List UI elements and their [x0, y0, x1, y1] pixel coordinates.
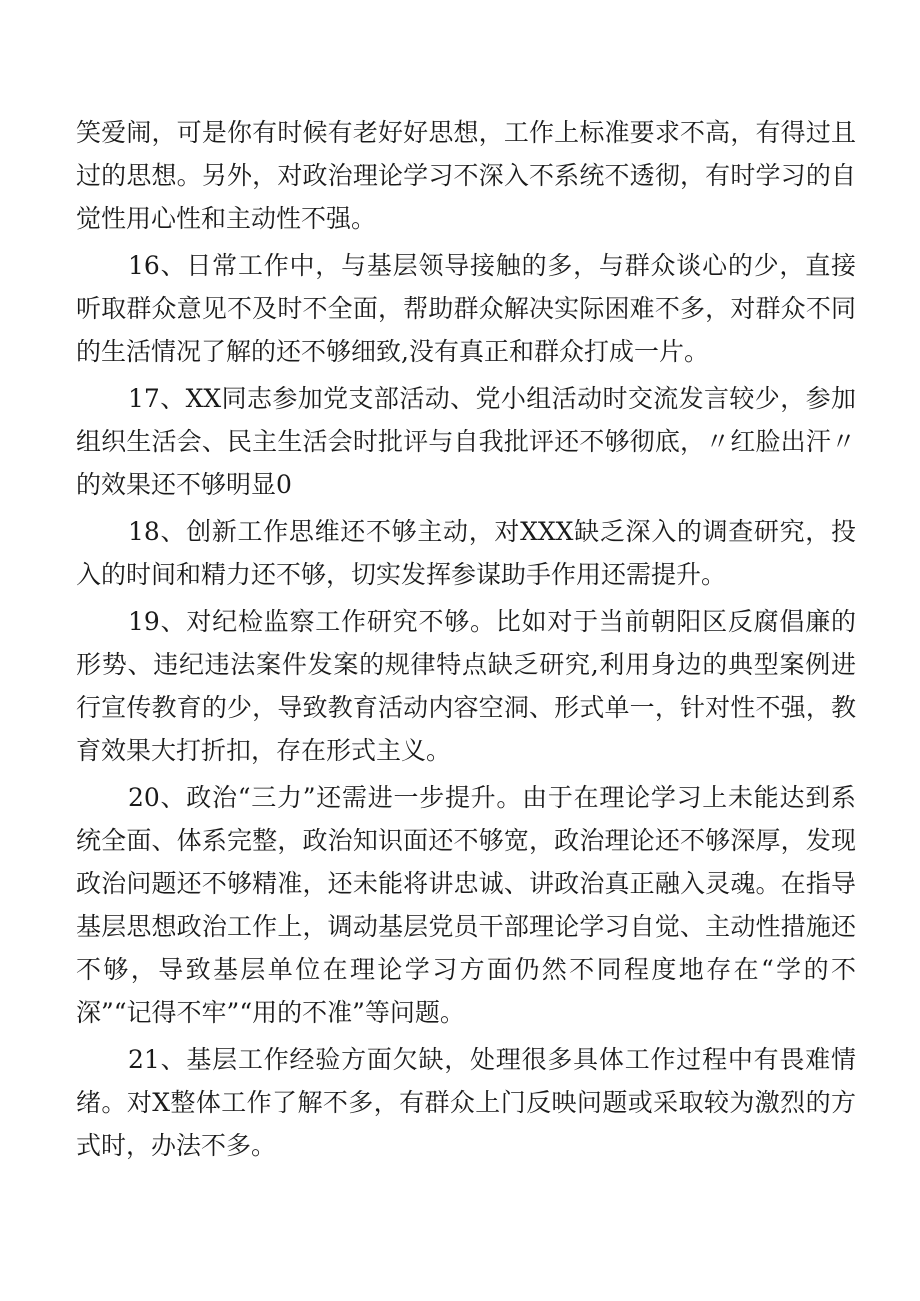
paragraph-16: 16、日常工作中，与基层领导接触的多，与群众谈心的少，直接听取群众意见不及时不全面，帮助群众解决实际困难不多，对群众不同的生活情况了解的还不够细致,没有真正和群众打成一片。: [76, 251, 856, 366]
paragraph-20: 20、政治“三力”还需进一步提升。由于在理论学习上未能达到系统全面、体系完整，政治知识面还不够宽，政治理论还不够深厚，发现政治问题还不够精准，还未能将讲忠诚、讲政治真正融入灵魂。在指导基层思想政治工作上，调动基层党员干部理论学习自觉、主动性措施还不够，导致基层单位在理论学习方面仍然不同程度地存在“学的不深”“记得不牢”“用的不准”等问题。: [76, 783, 856, 1027]
paragraph-17: 17、XX同志参加党支部活动、党小组活动时交流发言较少，参加组织生活会、民主生活会时批评与自我批评还不够彻底，〃红脸出汗〃的效果还不够明显0: [76, 384, 856, 499]
paragraph-18: 18、创新工作思维还不够主动，对XXX缺乏深入的调查研究，投入的时间和精力还不够，切实发挥参谋助手作用还需提升。: [76, 517, 856, 589]
paragraph-21: 21、基层工作经验方面欠缺，处理很多具体工作过程中有畏难情绪。对X整体工作了解不多，有群众上门反映问题或采取较为激烈的方式时，办法不多。: [76, 1045, 856, 1160]
paragraph-19: 19、对纪检监察工作研究不够。比如对于当前朝阳区反腐倡廉的形势、违纪违法案件发案的规律特点缺乏研究,利用身边的典型案例进行宣传教育的少，导致教育活动内容空洞、形式单一，针对性不强，教育效果大打折扣，存在形式主义。: [76, 607, 856, 765]
document-body: [76, 111, 856, 1171]
paragraph-15-continuation: 笑爱闹，可是你有时候有老好好思想，工作上标准要求不高，有得过且过的思想。另外，对政治理论学习不深入不系统不透彻，有时学习的自觉性用心性和主动性不强。: [76, 118, 856, 233]
